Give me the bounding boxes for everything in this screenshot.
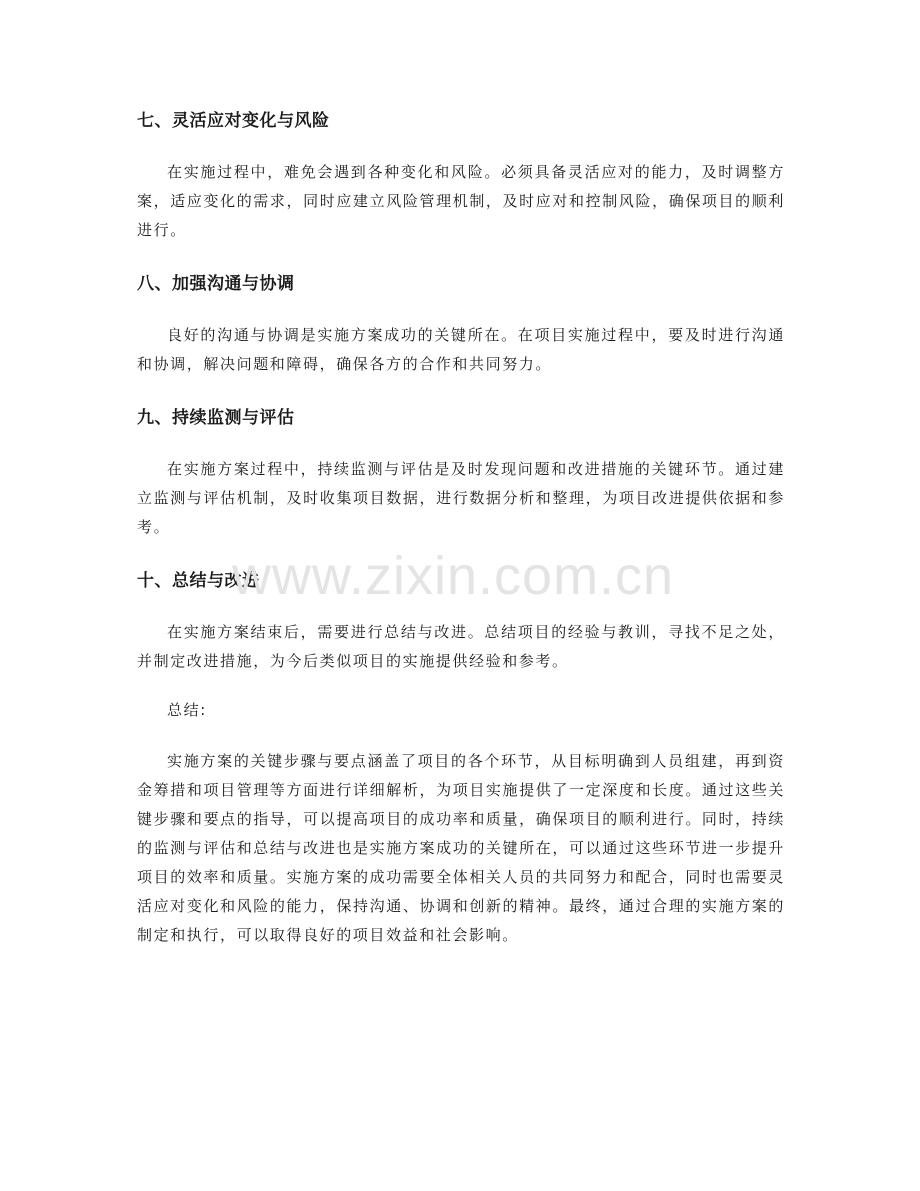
section-title: 十、总结与改进: [137, 571, 260, 591]
section-title: 八、加强沟通与协调: [137, 274, 295, 294]
section-10: [137, 564, 785, 676]
watermark-text: www.zixin.com.cn: [232, 546, 675, 606]
section-paragraph: 良好的沟通与协调是实施方案成功的关键所在。在项目实施过程中，要及时进行沟通和协调，解决问题和障碍，确保各方的合作和共同努力。: [137, 326, 785, 373]
section-paragraph: 在实施方案过程中，持续监测与评估是及时发现问题和改进措施的关键环节。通过建立监测与评估机制，及时收集项目数据，进行数据分析和整理，为项目改进提供依据和参考。: [137, 460, 785, 536]
section-9: [137, 401, 785, 542]
section-paragraph: 在实施过程中，难免会遇到各种变化和风险。必须具备灵活应对的能力，及时调整方案，适应变化的需求，同时应建立风险管理机制，及时应对和控制风险，确保项目的顺利进行。: [137, 163, 785, 239]
document-content: [137, 104, 785, 972]
summary-label: 总结:: [167, 701, 207, 719]
summary-section: [137, 696, 785, 950]
section-7: [137, 104, 785, 245]
section-title: 九、持续监测与评估: [137, 408, 295, 428]
section-8: [137, 267, 785, 379]
section-title: 七、灵活应对变化与风险: [137, 111, 330, 131]
section-paragraph: 在实施方案结束后，需要进行总结与改进。总结项目的经验与教训，寻找不足之处，并制定改进措施，为今后类似项目的实施提供经验和参考。: [137, 623, 785, 670]
summary-paragraph: 实施方案的关键步骤与要点涵盖了项目的各个环节，从目标明确到人员组建，再到资金筹措和项目管理等方面进行详细解析，为项目实施提供了一定深度和长度。通过这些关键步骤和要点的指导，可以提高项目的成功率和质量，确保项目的顺利进行。同时，持续的监测与评估和总结与改进也是实施方案成功的关键所在，可以通过这些环节进一步提升项目的效率和质量。实施方案的成功需要全体相关人员的共同努力和配合，同时也需要灵活应对变化和风险的能力，保持沟通、协调和创新的精神。最终，通过合理的实施方案的制定和执行，可以取得良好的项目效益和社会影响。: [137, 752, 785, 944]
